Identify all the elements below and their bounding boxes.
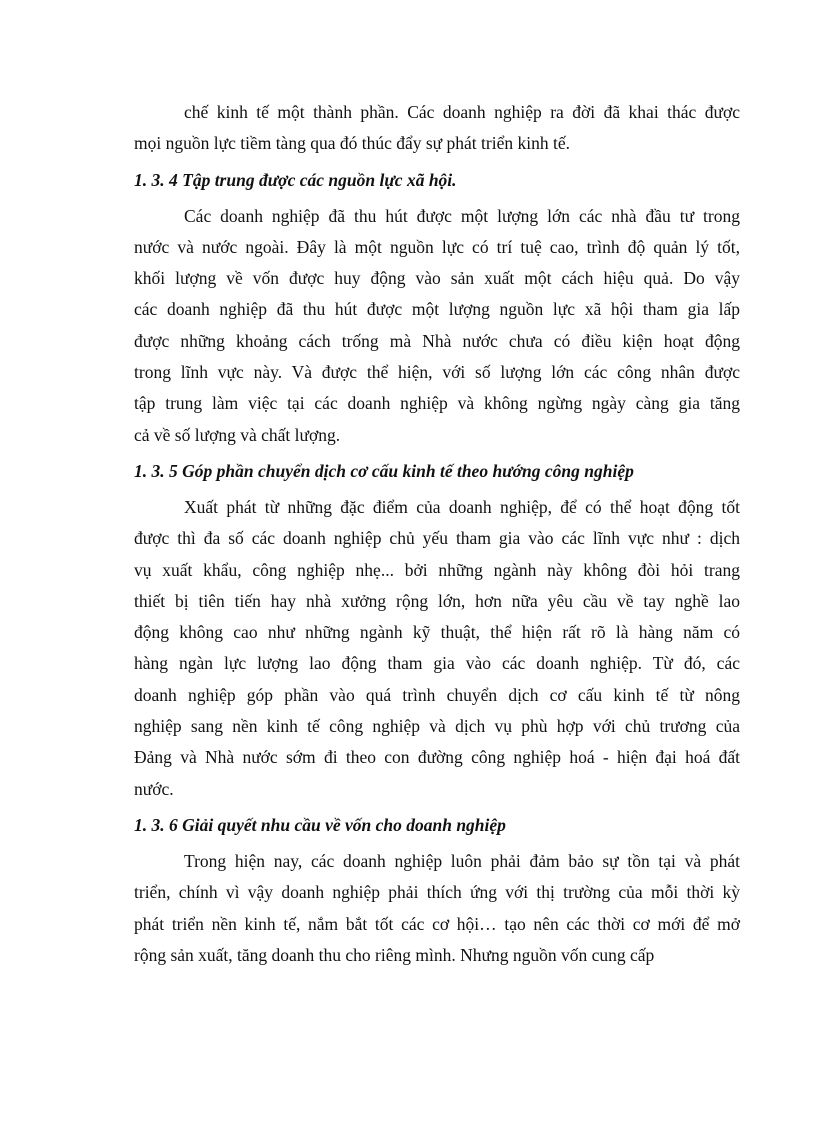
text-line: trong lĩnh vực này. Và được thể hiện, với số lượng lớn các công nhân được bbox=[134, 362, 740, 383]
text-line: thiết bị tiên tiến hay nhà xưởng rộng lớn, hơn nữa yêu cầu về tay nghề lao bbox=[134, 590, 740, 611]
text-line: được thì đa số các doanh nghiệp chủ yếu tham gia vào các lĩnh vực như : dịch bbox=[134, 528, 740, 549]
text-line: nghiệp sang nền kinh tế công nghiệp và dịch vụ phù hợp với chủ trương của bbox=[134, 716, 740, 737]
text-line: động không cao như những ngành kỹ thuật, thể hiện rất rõ là hàng năm có bbox=[134, 622, 740, 643]
text-line: tập trung làm việc tại các doanh nghiệp và không ngừng ngày càng gia tăng bbox=[134, 393, 740, 414]
section-body-1-3-5 bbox=[134, 492, 740, 805]
text-line: nước và nước ngoài. Đây là một nguồn lực có trí tuệ cao, trình độ quản lý tốt, bbox=[134, 236, 740, 257]
section-heading-1-3-6: 1. 3. 6 Giải quyết nhu cầu về vốn cho doanh nghiệp bbox=[134, 814, 506, 835]
text-line: Xuất phát từ những đặc điểm của doanh nghiệp, để có thể hoạt động tốt bbox=[184, 496, 740, 517]
text-line: khối lượng về vốn được huy động vào sản xuất một cách hiệu quả. Do vậy bbox=[134, 268, 740, 289]
text-line: mọi nguồn lực tiềm tàng qua đó thúc đẩy sự phát triển kinh tế. bbox=[134, 133, 570, 154]
document-page bbox=[134, 97, 740, 971]
section-heading-1-3-5: 1. 3. 5 Góp phần chuyển dịch cơ cấu kinh tế theo hướng công nghiệp bbox=[134, 460, 634, 481]
text-line: vụ xuất khẩu, công nghiệp nhẹ... bởi những ngành này không đòi hỏi trang bbox=[134, 559, 740, 580]
text-line: doanh nghiệp góp phần vào quá trình chuyển dịch cơ cấu kinh tế từ nông bbox=[134, 684, 740, 705]
text-line: các doanh nghiệp đã thu hút được một lượng nguồn lực xã hội tham gia lấp bbox=[134, 299, 740, 320]
text-line: cả về số lượng và chất lượng. bbox=[134, 424, 341, 445]
text-line: nước. bbox=[134, 778, 174, 799]
text-line: hàng ngàn lực lượng lao động tham gia vào các doanh nghiệp. Từ đó, các bbox=[134, 653, 740, 674]
section-body-1-3-4 bbox=[134, 201, 740, 451]
section-heading-1-3-4: 1. 3. 4 Tập trung được các nguồn lực xã hội. bbox=[134, 169, 457, 190]
section-body-1-3-6 bbox=[134, 846, 740, 971]
text-line: chế kinh tế một thành phần. Các doanh nghiệp ra đời đã khai thác được bbox=[184, 102, 740, 122]
text-line: phát triển nền kinh tế, nắm bắt tốt các cơ hội… tạo nên các thời cơ mới để mở bbox=[134, 913, 740, 934]
text-line: Đảng và Nhà nước sớm đi theo con đường công nghiệp hoá - hiện đại hoá đất bbox=[134, 747, 740, 768]
paragraph-continuation bbox=[134, 97, 740, 160]
text-line: Các doanh nghiệp đã thu hút được một lượng lớn các nhà đầu tư trong bbox=[184, 205, 740, 226]
text-line: Trong hiện nay, các doanh nghiệp luôn phải đảm bảo sự tồn tại và phát bbox=[184, 850, 740, 871]
text-line: được những khoảng cách trống mà Nhà nước chưa có điều kiện hoạt động bbox=[134, 330, 740, 351]
text-line: rộng sản xuất, tăng doanh thu cho riêng mình. Nhưng nguồn vốn cung cấp bbox=[134, 944, 655, 965]
text-line: triển, chính vì vậy doanh nghiệp phải thích ứng với thị trường của mỗi thời kỳ bbox=[134, 882, 740, 903]
